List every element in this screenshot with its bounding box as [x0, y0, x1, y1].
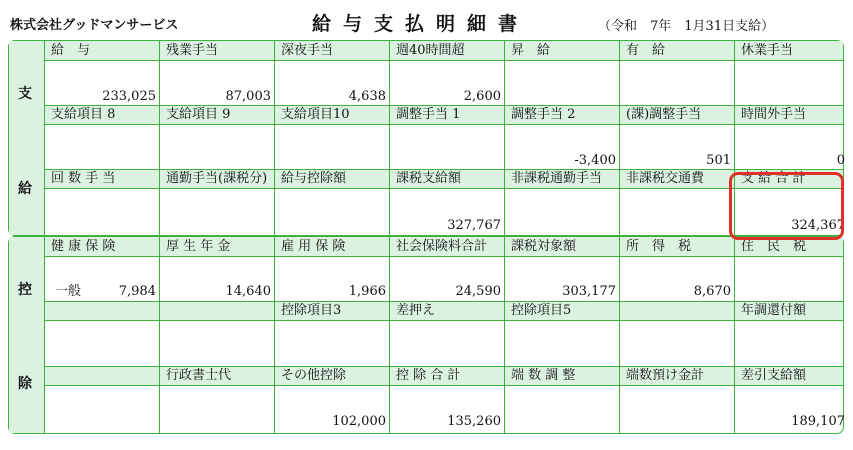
ded-label-r2-c3: 控除項目3: [281, 303, 342, 318]
ded-value-r1-c6: 8,670: [693, 284, 731, 299]
pay-value-r3-c4: 327,767: [447, 218, 501, 233]
pay-label-r1-c5: 昇 給: [511, 43, 551, 58]
ded-value-r3-c3: 102,000: [332, 414, 386, 429]
pay-label-r1-c7: 休業手当: [741, 43, 794, 58]
pay-label-r3-c5: 非課税通勤手当: [511, 171, 603, 186]
pay-label-r3-c7: 支 給 合 計: [741, 171, 806, 186]
pay-label-r2-c1: 支給項目 8: [51, 107, 116, 122]
pay-value-r3-c7: 324,367: [791, 218, 845, 233]
document-title: 給与支払明細書: [312, 13, 530, 35]
ded-value-r1-c2: 14,640: [225, 284, 271, 299]
pay-label-r2-c2: 支給項目 9: [166, 107, 231, 122]
ded-label-r3-c4: 控 除 合 計: [396, 368, 461, 383]
pay-value-r2-c6: 501: [706, 153, 731, 168]
pay-label-r1-c3: 深夜手当: [281, 43, 334, 58]
column-divider: [159, 41, 160, 235]
ded-label-r3-c6: 端数預け金計: [626, 368, 705, 383]
column-divider: [389, 237, 390, 433]
deduction-grid: [45, 237, 843, 433]
column-divider: [159, 237, 160, 433]
pay-label-r3-c4: 課税支給額: [396, 171, 462, 186]
side-char-jo: 除: [18, 376, 32, 392]
ded-label-r2-c1: [51, 301, 158, 321]
payment-side-label: [9, 41, 45, 235]
payment-grid: [45, 41, 843, 235]
ded-label-r1-c4: 社会保険料合計: [396, 239, 488, 254]
company-name: 株式会社グッドマンサービス: [10, 18, 179, 33]
pay-label-r2-c4: 調整手当 1: [396, 107, 461, 122]
column-divider: [619, 41, 620, 235]
column-divider: [274, 41, 275, 235]
total-payment-highlight: [729, 172, 844, 240]
pay-label-r2-c3: 支給項目10: [281, 107, 350, 122]
pay-value-r1-c3: 4,638: [348, 89, 386, 104]
pay-date: （令和 7年 1月31日支給）: [598, 19, 775, 34]
pay-label-r2-c5: 調整手当 2: [511, 107, 576, 122]
ded-label-r2-c2: [166, 301, 273, 321]
ded-label-r3-c5: 端 数 調 整: [511, 368, 576, 383]
ded-label-r3-c7: 差引支給額: [741, 368, 807, 383]
deduction-section: [8, 236, 844, 434]
column-divider: [504, 41, 505, 235]
pay-value-r2-c5: -3,400: [574, 153, 616, 168]
ded-value-r3-c4: 135,260: [447, 414, 501, 429]
ded-value-r1-c3: 1,966: [348, 284, 386, 299]
column-divider: [734, 237, 735, 433]
column-divider: [274, 237, 275, 433]
payment-section: [8, 40, 844, 236]
ded-label-r1-c2: 厚 生 年 金: [166, 239, 231, 254]
pay-value-r1-c1: 233,025: [102, 89, 156, 104]
side-char-kyu: 給: [18, 181, 32, 197]
pay-label-r3-c3: 給与控除額: [281, 171, 347, 186]
pay-label-r3-c6: 非課税交通費: [626, 171, 705, 186]
pay-label-r3-c1: 回 数 手 当: [51, 171, 116, 186]
ded-label-r3-c1: [51, 366, 158, 386]
column-divider: [619, 237, 620, 433]
side-char-shi: 支: [18, 86, 32, 102]
deduction-side-label: [9, 237, 45, 433]
pay-label-r3-c2: 通勤手当(課税分): [166, 171, 268, 186]
side-char-kou: 控: [18, 282, 32, 298]
ded-label-r1-c7: 住 民 税: [741, 239, 807, 254]
pay-value-r1-c4: 2,600: [463, 89, 501, 104]
pay-label-r1-c6: 有 給: [626, 43, 666, 58]
insurance-type-prefix: 一般: [55, 284, 82, 299]
ded-value-r3-c7: 189,107: [791, 414, 845, 429]
ded-label-r2-c6: [626, 301, 733, 321]
ded-label-r2-c7: 年調還付額: [741, 303, 807, 318]
ded-label-r3-c2: 行政書士代: [166, 368, 232, 383]
pay-label-r1-c1: 給 与: [51, 43, 91, 58]
ded-label-r1-c3: 雇 用 保 険: [281, 239, 346, 254]
ded-label-r3-c3: その他控除: [281, 368, 347, 383]
ded-label-r1-c1: 健 康 保 険: [51, 239, 116, 254]
pay-value-r2-c7: 0: [836, 153, 845, 168]
ded-value-r1-c4: 24,590: [455, 284, 501, 299]
pay-label-r1-c4: 週40時間超: [396, 43, 465, 58]
ded-value-r1-c1: 7,984: [118, 284, 156, 299]
column-divider: [389, 41, 390, 235]
column-divider: [504, 237, 505, 433]
ded-value-r1-c5: 303,177: [562, 284, 616, 299]
ded-label-r2-c4: 差押え: [396, 303, 436, 318]
pay-value-r1-c2: 87,003: [225, 89, 271, 104]
ded-label-r2-c5: 控除項目5: [511, 303, 572, 318]
pay-label-r2-c6: (課)調整手当: [626, 107, 702, 122]
ded-label-r1-c6: 所 得 税: [626, 239, 692, 254]
pay-label-r2-c7: 時間外手当: [741, 107, 807, 122]
ded-label-r1-c5: 課税対象額: [511, 239, 577, 254]
document-header: [0, 0, 853, 40]
pay-label-r1-c2: 残業手当: [166, 43, 219, 58]
